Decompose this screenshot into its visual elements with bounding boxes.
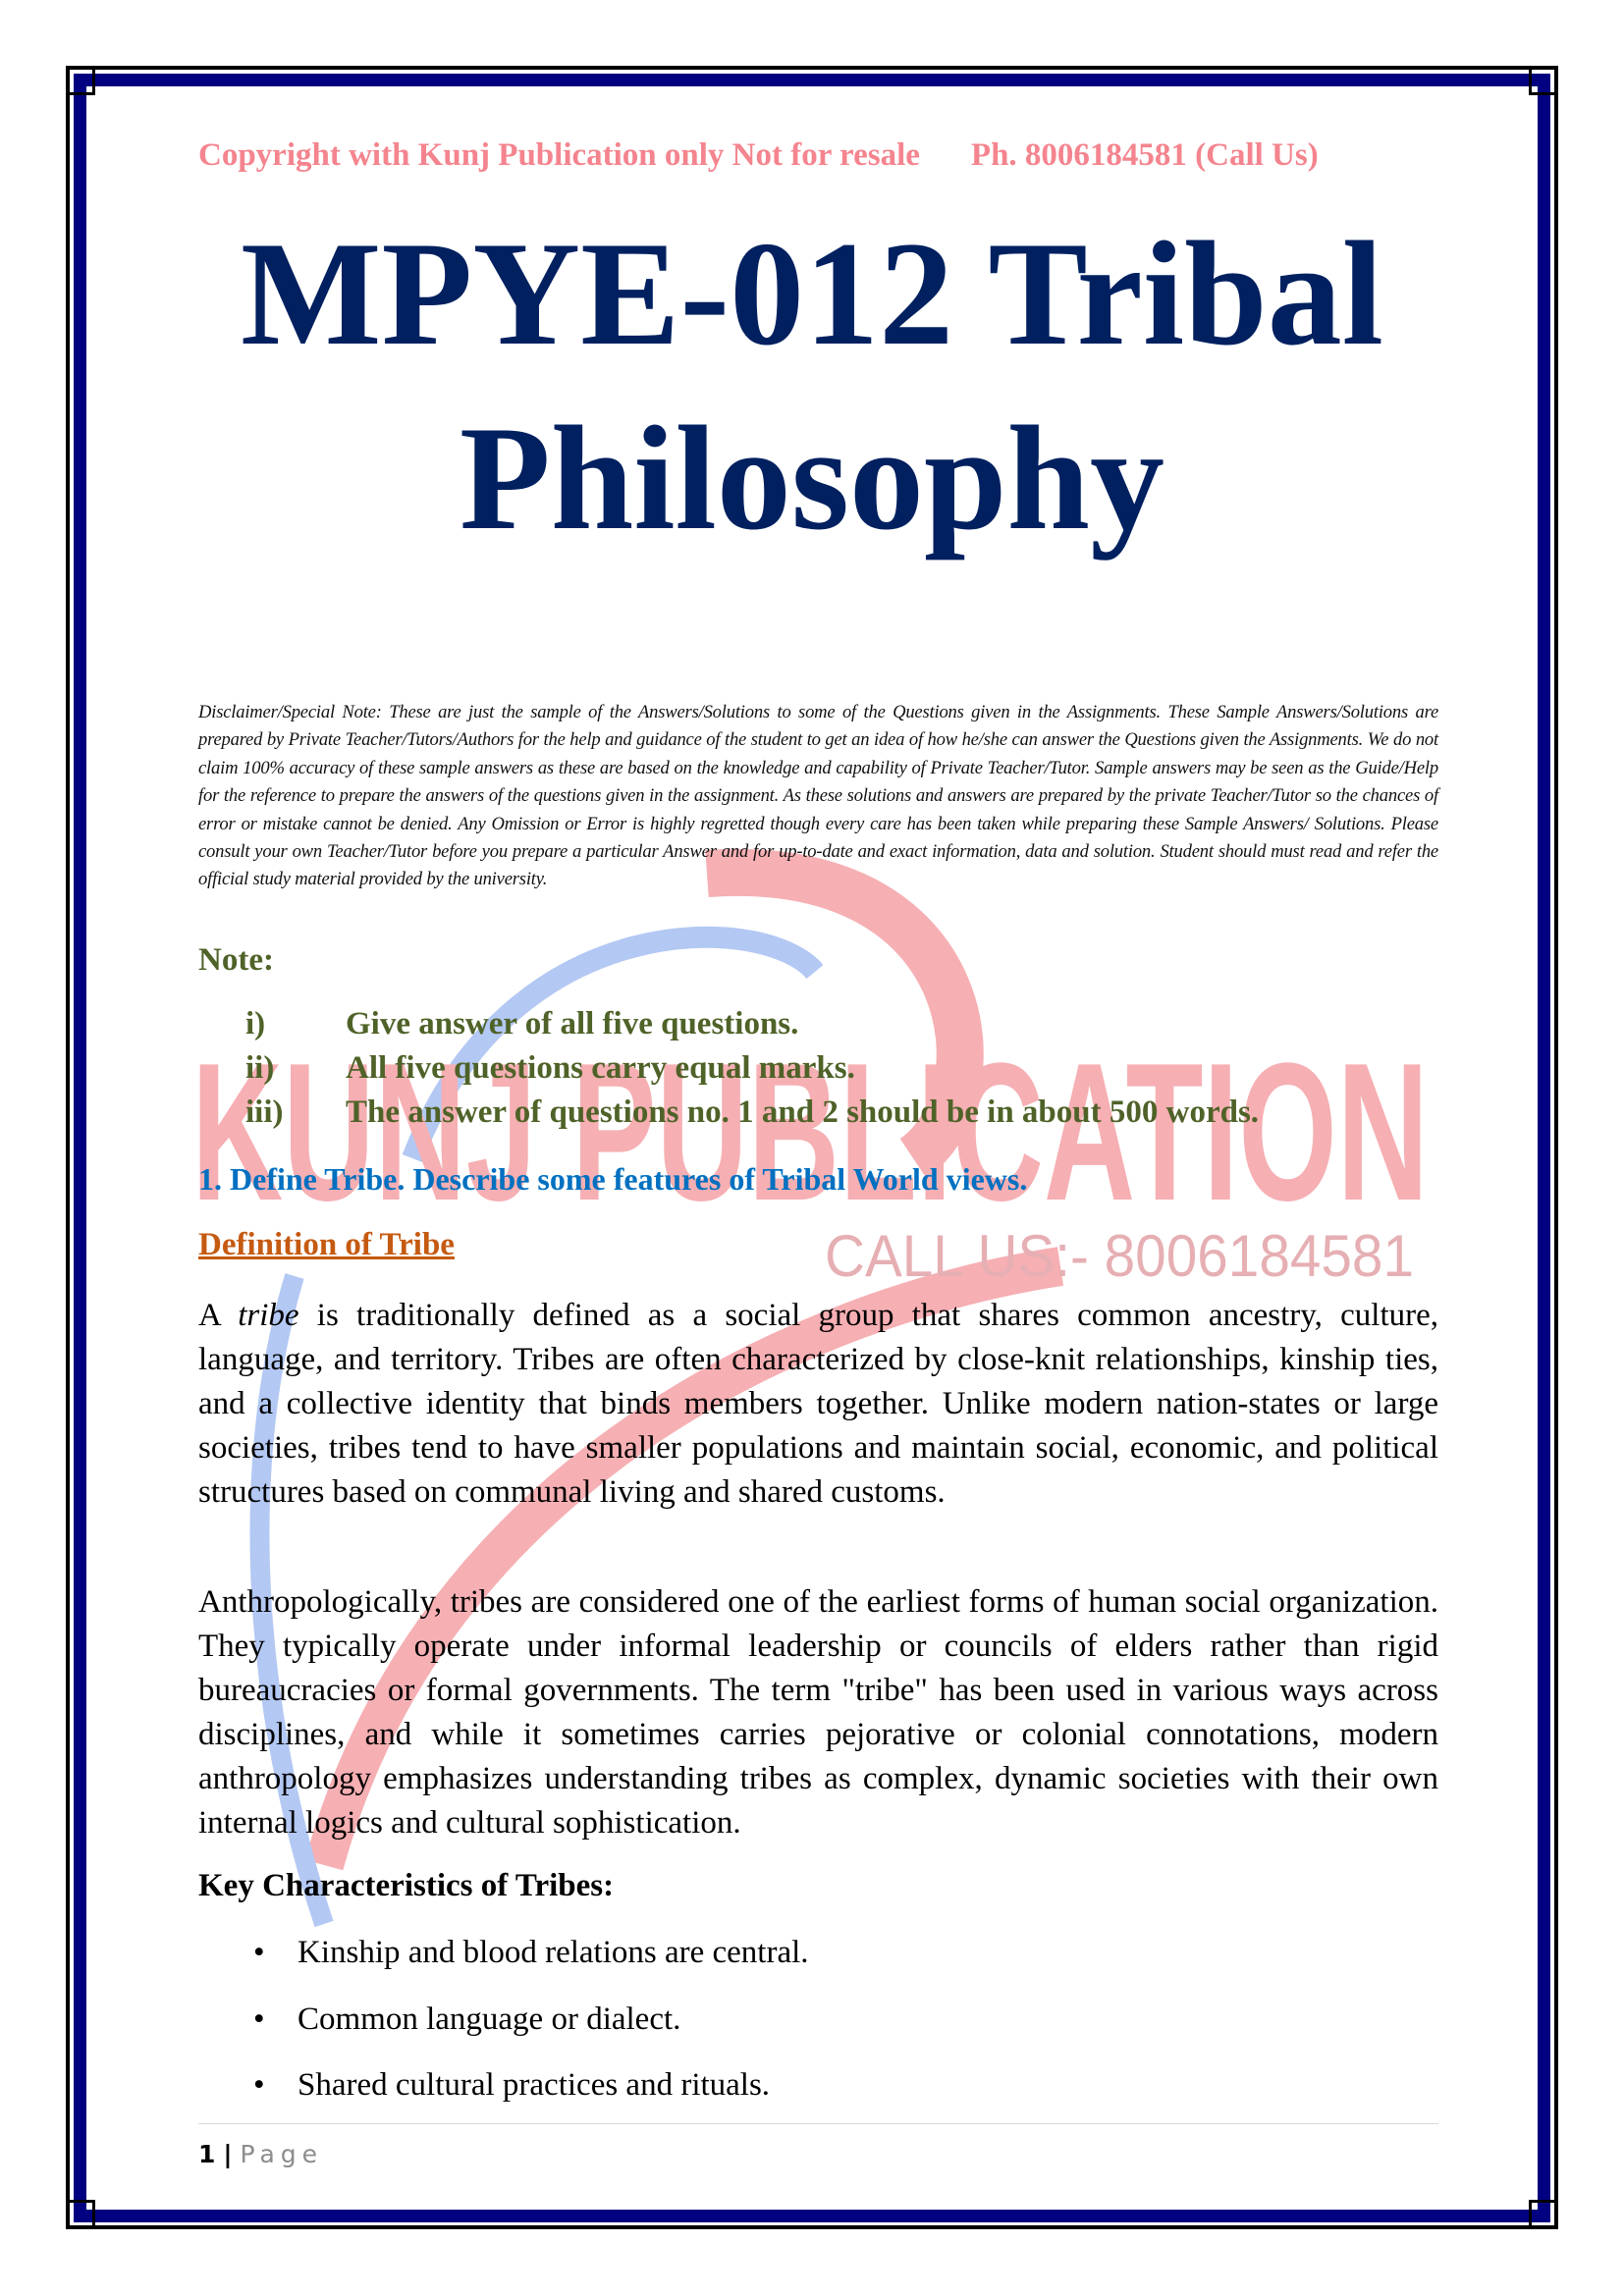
watermark-brand: KUNJ PUBLICATION: [191, 1023, 1429, 1242]
question-heading: 1. Define Tribe. Describe some features of Tribal World views.: [198, 1161, 1028, 1197]
note-item: [245, 1006, 798, 1042]
note-item-text: The answer of questions no. 1 and 2 should be in about 500 words.: [346, 1095, 1260, 1130]
note-item-text: Give answer of all five questions.: [346, 1006, 799, 1041]
disclaimer: Disclaimer/Special Note: These are just the sample of the Answers/Solutions to some of the Questions given in the Assignments. These Sample Answers/Solutions are prepared by Private Teacher/Tutors/Authors for the help and guidance of the student to get an idea of how he/she can answer the Questions given the Assignments. We do not claim 100% accuracy of these sample answers as these are based on the knowledge and capability of Private Teacher/Tutor. Sample answers may be seen as the Guide/Help for the reference to prepare the answers of the questions given in the assignment. As these solutions and answers are prepared by the private Teacher/Tutor so the chances of error or mistake cannot be denied. Any Omission or Error is highly regretted though every care has been taken while preparing these Sample Answers/ Solutions. Please consult your own Teacher/Tutor before you prepare a particular Answer and for up-to-date and exact information, data and solution. Student should must read and refer the official study material provided by the university.: [198, 702, 1438, 890]
page-footer: [198, 2140, 323, 2168]
paragraph-anthropology: Anthropologically, tribes are considered one of the earliest forms of human social organization. They typically operate under informal leadership or councils of elders rather than rigid bureaucracies or formal governments. The term "tribe" has been used in various ways across disciplines, and while it sometimes carries pejorative or colonial connotations, modern anthropology emphasizes understanding tribes as complex, dynamic societies with their own internal logics and cultural sophistication.: [198, 1584, 1438, 1841]
note-item-number: ii): [245, 1050, 275, 1086]
footer-separator: |: [223, 2140, 233, 2168]
note-item-text: All five questions carry equal marks.: [346, 1050, 855, 1086]
note-item: [245, 1050, 855, 1087]
copyright-text: Copyright with Kunj Publication only Not for resale: [198, 137, 920, 173]
note-heading: Note:: [198, 942, 274, 978]
bullet-item: [253, 1935, 809, 1971]
page-title: [147, 201, 1477, 570]
bullet-icon: •: [253, 1935, 265, 1970]
note-item-number: i): [245, 1006, 266, 1041]
emphasis-term: tribe: [238, 1298, 299, 1333]
page-number: 1: [198, 2140, 216, 2168]
bullet-icon: •: [253, 2067, 265, 2103]
phone-number: Ph. 8006184581 (Call Us): [970, 137, 1319, 173]
title-line-1: MPYE-012 Tribal: [241, 211, 1383, 376]
note-item: [245, 1095, 1259, 1131]
corner-ornament: [66, 2200, 95, 2229]
paragraph-text: A: [198, 1298, 239, 1333]
bullet-text: Shared cultural practices and rituals.: [298, 2067, 771, 2103]
corner-ornament: [1529, 66, 1558, 95]
copyright-notice: [198, 137, 1438, 174]
bullet-item: [253, 2002, 680, 2038]
title-line-2: Philosophy: [459, 396, 1165, 561]
paragraph-text: is traditionally defined as a social group that shares common ancestry, culture, language, and territory. Tribes are often characterized by close-knit relationships, kinship ties, and a collective identity that binds members together. Unlike modern nation-states or large societies, tribes tend to have smaller populations and maintain social, economic, and political structures based on communal living and shared customs.: [198, 1298, 1438, 1510]
watermark-call: CALL US:- 8006184581: [825, 1223, 1414, 1289]
bullet-item: [253, 2067, 770, 2104]
section-heading: Definition of Tribe: [198, 1227, 455, 1262]
bullet-text: Kinship and blood relations are central.: [298, 1935, 809, 1970]
corner-ornament: [66, 66, 95, 95]
bullet-text: Common language or dialect.: [298, 2002, 681, 2037]
corner-ornament: [1529, 2200, 1558, 2229]
footer-divider: [198, 2123, 1438, 2124]
note-item-number: iii): [245, 1095, 284, 1130]
bullet-icon: •: [253, 2002, 265, 2037]
paragraph-definition: [198, 1294, 1438, 1515]
key-characteristics-heading: Key Characteristics of Tribes:: [198, 1868, 615, 1903]
page-label: Page: [240, 2140, 324, 2168]
